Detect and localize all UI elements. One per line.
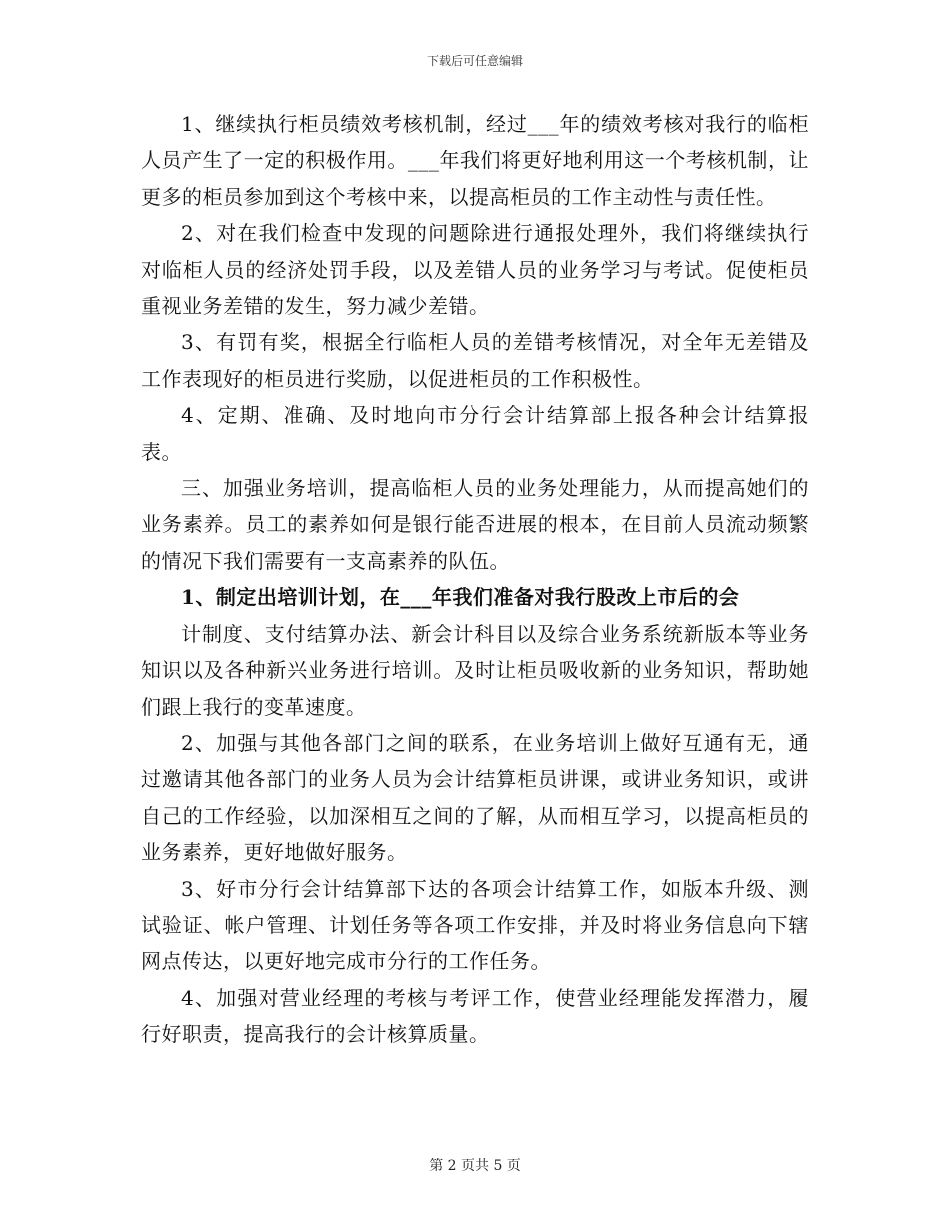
paragraph-1: 1、继续执行柜员绩效考核机制，经过___年的绩效考核对我行的临柜人员产生了一定的积极作用。___年我们将更好地利用这一个考核机制，让更多的柜员参加到这个考核中来，以提高柜员的工作主动性与责任性。 [141, 112, 809, 209]
paragraph-3: 3、有罚有奖，根据全行临柜人员的差错考核情况，对全年无差错及工作表现好的柜员进行奖励，以促进柜员的工作积极性。 [141, 330, 809, 391]
paragraph-4: 4、定期、准确、及时地向市分行会计结算部上报各种会计结算报表。 [141, 403, 809, 464]
paragraph-manager-assessment: 4、加强对营业经理的考核与考评工作，使营业经理能发挥潜力，履行好职责，提高我行的会计核算质量。 [141, 985, 809, 1047]
section-heading-3: 三、加强业务培训，提高临柜人员的业务处理能力，从而提高她们的业务素养。员工的素养如何是银行能否进展的根本，在目前人员流动频繁的情况下我们需要有一支高素养的队伍。 [141, 476, 809, 573]
document-body [141, 106, 809, 1053]
paragraph-training-plan: 计制度、支付结算办法、新会计科目以及综合业务系统新版本等业务知识以及各种新兴业务进行培训。及时让柜员吸收新的业务知识，帮助她们跟上我行的变革速度。 [141, 621, 809, 719]
page-header: 下载后可任意编辑 [426, 54, 523, 68]
page-number: 第 2 页共 5 页 [429, 1158, 521, 1174]
paragraph-2: 2、对在我们检查中发现的问题除进行通报处理外，我们将继续执行对临柜人员的经济处罚手段，以及差错人员的业务学习与考试。促使柜员重视业务差错的发生，努力减少差错。 [141, 221, 809, 319]
paragraph-branch-tasks: 3、好市分行会计结算部下达的各项会计结算工作，如版本升级、测试验证、帐户管理、计划任务等各项工作安排，并及时将业务信息向下辖网点传达，以更好地完成市分行的工作任务。 [141, 876, 809, 974]
training-plan-heading: 1、制定出培训计划，在___年我们准备对我行股改上市后的会 [181, 585, 740, 610]
paragraph-department-liaison: 2、加强与其他各部门之间的联系，在业务培训上做好互通有无，通过邀请其他各部门的业务人员为会计结算柜员讲课，或讲业务知识，或讲自己的工作经验，以加深相互之间的了解，从而相互学习，以提高柜员的业务素养，更好地做好服务。 [141, 730, 809, 865]
